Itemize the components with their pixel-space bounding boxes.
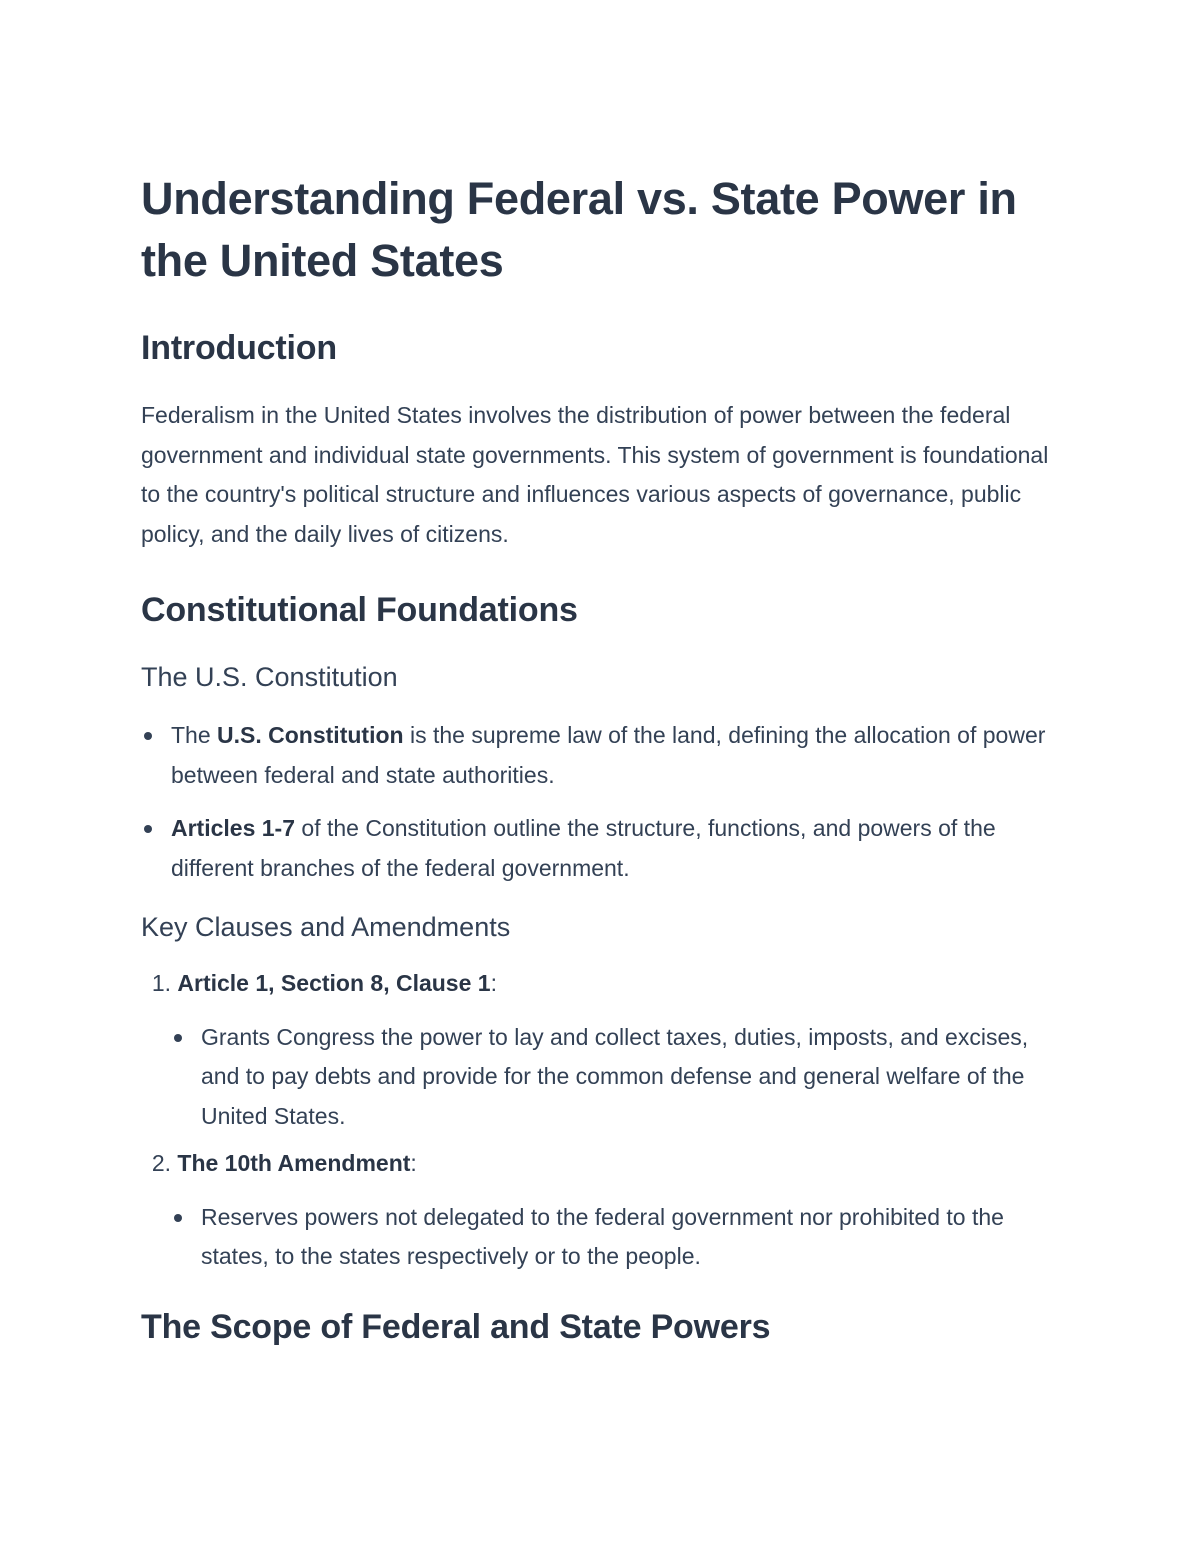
section-heading-introduction: Introduction — [141, 329, 337, 367]
subsection-heading-key-clauses: Key Clauses and Amendments — [141, 912, 511, 942]
bullet-icon — [144, 732, 152, 740]
list-item — [201, 1198, 1061, 1277]
document-page — [141, 168, 1061, 1347]
item-bold-title: The 10th Amendment — [177, 1150, 411, 1176]
numbered-item — [141, 964, 1061, 1136]
sub-bullet-text: Reserves powers not delegated to the federal government nor prohibited to the states, to the states respectively or to the people. — [201, 1203, 1004, 1269]
numbered-item — [141, 1144, 1061, 1277]
section-heading-constitutional-foundations: Constitutional Foundations — [141, 591, 578, 629]
bullet-prefix: The — [171, 722, 218, 748]
bullet-text: of the Constitution outline the structure, functions, and powers of the different branches of the federal government. — [171, 815, 996, 881]
subsection-heading-us-constitution: The U.S. Constitution — [141, 662, 398, 692]
document-title: Understanding Federal vs. State Power in the United States — [141, 173, 1017, 286]
bullet-bold-term: U.S. Constitution — [217, 722, 404, 748]
bullet-text: is the supreme law of the land, defining the allocation of power between federal and state authorities. — [171, 722, 1046, 788]
item-suffix: : — [410, 1150, 417, 1176]
key-clauses-numbered-list — [141, 964, 1061, 1277]
bullet-icon — [144, 825, 152, 833]
section-heading-scope: The Scope of Federal and State Powers — [141, 1307, 771, 1346]
item-bold-title: Article 1, Section 8, Clause 1 — [177, 970, 491, 996]
sub-bullet-list — [141, 1018, 1061, 1137]
list-item — [201, 1018, 1061, 1137]
item-number: 1. — [151, 970, 171, 996]
sub-bullet-list — [141, 1198, 1061, 1277]
constitution-bullet-list — [141, 716, 1061, 888]
bullet-icon — [174, 1034, 182, 1042]
item-number: 2. — [151, 1150, 171, 1176]
list-item — [141, 809, 1061, 888]
sub-bullet-text: Grants Congress the power to lay and collect taxes, duties, imposts, and excises, and to pay debts and provide for the common defense and general welfare of the United States. — [201, 1023, 1029, 1129]
bullet-icon — [174, 1214, 182, 1222]
introduction-paragraph: Federalism in the United States involves the distribution of power between the federal government and individual state governments. This system of government is foundational to the country's political structure and influences various aspects of governance, public policy, and the daily lives of citizens. — [141, 402, 1049, 547]
bullet-bold-term: Articles 1-7 — [171, 815, 296, 841]
item-suffix: : — [490, 970, 497, 996]
list-item — [141, 716, 1061, 795]
